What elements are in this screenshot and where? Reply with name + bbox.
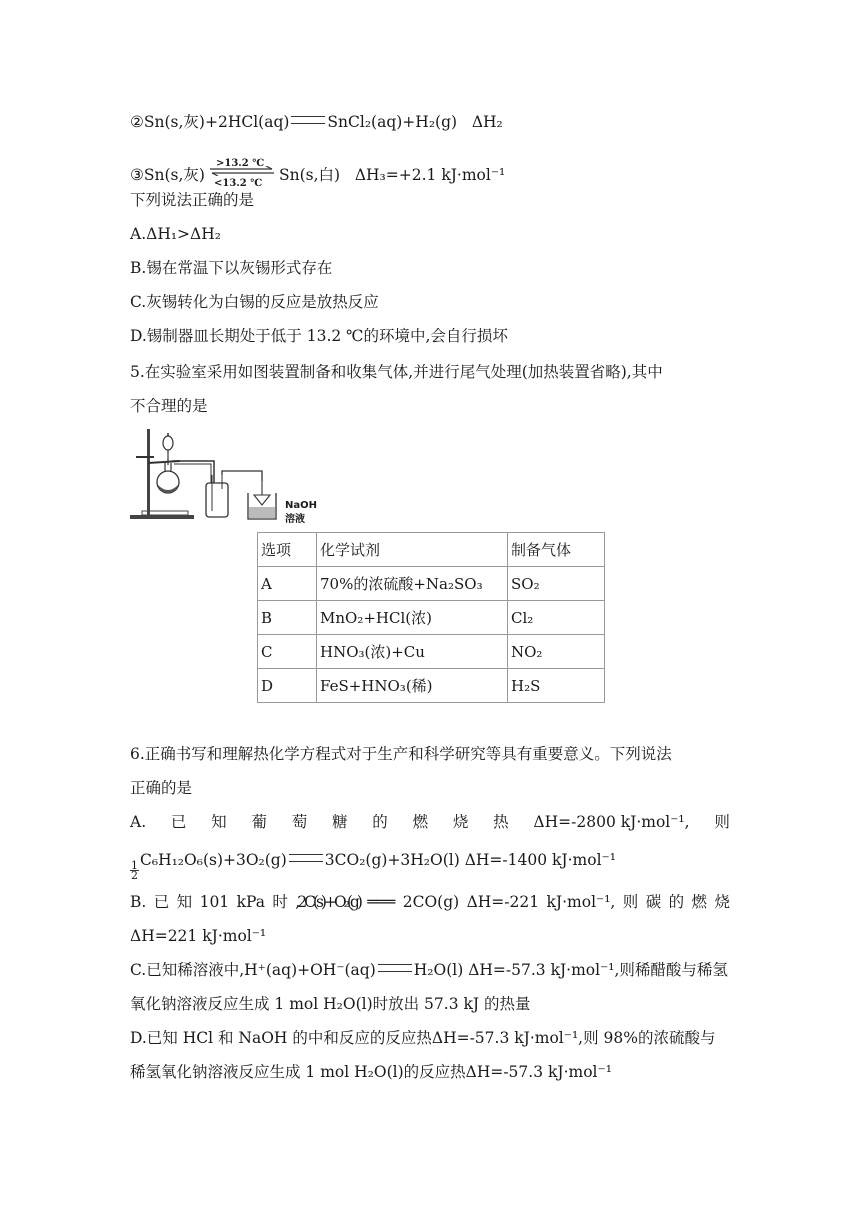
a-eq-right: 3CO₂(g)+3H₂O(l) ΔH=-1400 kJ·mol⁻¹	[324, 851, 616, 869]
q4-stem: 下列说法正确的是	[130, 191, 255, 209]
row-gas: SO₂	[508, 567, 605, 601]
header-gas: 制备气体	[508, 533, 605, 567]
row-reagent: FeS+HNO₃(稀)	[317, 669, 508, 703]
q6-option-a-line-1	[130, 812, 730, 832]
options-table	[257, 532, 605, 703]
row-gas: NO₂	[508, 635, 605, 669]
b-word: B.	[130, 893, 147, 911]
b-word: 知	[176, 893, 193, 911]
a-word: 已	[170, 813, 187, 831]
table-row	[258, 567, 605, 601]
b-word: 的	[668, 893, 685, 911]
b-word: ═══	[367, 893, 396, 911]
row-option: B	[258, 601, 317, 635]
b-word: ,2C(s)+O₂(g)	[295, 893, 360, 911]
equilibrium-arrow	[208, 158, 276, 188]
c-left: C.已知稀溶液中,H⁺(aq)+OH⁻(aq)	[130, 961, 376, 979]
row-gas: H₂S	[508, 669, 605, 703]
c-right: H₂O(l) ΔH=-57.3 kJ·mol⁻¹,则稀醋酸与稀氢	[413, 961, 728, 979]
b-word: 2CO(g)	[402, 893, 460, 911]
b-word: 则	[622, 893, 639, 911]
equals-sign	[289, 854, 323, 862]
a-word: 烧	[452, 813, 469, 831]
reaction-2-right: SnCl₂(aq)+H₂(g)	[327, 113, 458, 131]
q6-line-2: 正确的是	[130, 779, 193, 797]
reaction-2	[130, 112, 503, 132]
q6-option-d-line-1: D.已知 HCl 和 NaOH 的中和反应的反应热ΔH=-57.3 kJ·mol⁻¹,则 98%的浓硫酸与	[130, 1029, 716, 1047]
q6-option-c-line-1	[130, 960, 728, 980]
q6-option-b-line-1	[130, 892, 730, 912]
fraction	[130, 861, 139, 880]
b-word: 碳	[645, 893, 662, 911]
row-option: D	[258, 669, 317, 703]
row-reagent: HNO₃(浓)+Cu	[317, 635, 508, 669]
naoh-label-line-2: 溶液	[285, 514, 305, 525]
a-word: 热	[493, 813, 509, 831]
table-row	[258, 669, 605, 703]
a-word: 则	[714, 813, 730, 831]
q4-option-b: B.锡在常温下以灰锡形式存在	[130, 259, 333, 277]
equals-sign	[378, 964, 412, 972]
table-header-row	[258, 533, 605, 567]
row-gas: Cl₂	[508, 601, 605, 635]
condition-top: >13.2 ℃	[215, 158, 265, 169]
b-word: 燃	[691, 893, 708, 911]
table-row	[258, 635, 605, 669]
b-word: kPa	[236, 893, 265, 911]
q6-option-a-line-2	[130, 850, 616, 880]
a-eq-left: C₆H₁₂O₆(s)+3O₂(g)	[140, 851, 287, 869]
a-word: 知	[211, 813, 227, 831]
table-row	[258, 601, 605, 635]
b-word: kJ·mol⁻¹,	[546, 893, 616, 911]
q4-option-d: D.锡制器皿长期处于低于 13.2 ℃的环境中,会自行损坏	[130, 327, 508, 345]
reaction-3-dh: ΔH₃=+2.1 kJ·mol⁻¹	[354, 166, 506, 184]
a-word: 的	[372, 813, 388, 831]
equals-sign	[291, 116, 325, 124]
reaction-3-left: ③Sn(s,灰)	[130, 166, 205, 184]
row-option: A	[258, 567, 317, 601]
b-word: 烧	[714, 893, 730, 911]
q6-option-d-line-2: 稀氢氧化钠溶液反应生成 1 mol H₂O(l)的反应热ΔH=-57.3 kJ·mol⁻¹	[130, 1063, 612, 1081]
q5-line-1: 5.在实验室采用如图装置制备和收集气体,并进行尾气处理(加热装置省略),其中	[130, 363, 663, 381]
reaction-2-dh: ΔH₂	[471, 113, 503, 131]
q6-option-c-line-2: 氧化钠溶液反应生成 1 mol H₂O(l)时放出 57.3 kJ 的热量	[130, 995, 531, 1013]
b-word: ΔH=-221	[466, 893, 540, 911]
naoh-label-line-1: NaOH	[285, 500, 317, 511]
row-reagent: 70%的浓硫酸+Na₂SO₃	[317, 567, 508, 601]
b-word: 101	[199, 893, 230, 911]
q6-option-b-line-2: ΔH=221 kJ·mol⁻¹	[130, 927, 267, 945]
row-option: C	[258, 635, 317, 669]
reaction-3	[130, 158, 505, 188]
apparatus-figure	[128, 425, 288, 525]
q4-option-c: C.灰锡转化为白锡的反应是放热反应	[130, 293, 379, 311]
a-word: 葡	[251, 813, 267, 831]
header-option: 选项	[258, 533, 317, 567]
row-reagent: MnO₂+HCl(浓)	[317, 601, 508, 635]
q4-option-a: A.ΔH₁>ΔH₂	[130, 225, 221, 243]
fraction-denominator: 2	[131, 869, 138, 882]
fraction-numerator: 1	[131, 859, 138, 872]
header-reagent: 化学试剂	[317, 533, 508, 567]
b-word: 时	[272, 893, 288, 911]
naoh-label	[285, 499, 317, 527]
b-word: 已	[153, 893, 170, 911]
a-word: ΔH=-2800 kJ·mol⁻¹,	[533, 813, 690, 831]
q5-line-2: 不合理的是	[130, 397, 208, 415]
a-word: 糖	[332, 813, 348, 831]
a-word: 燃	[412, 813, 429, 831]
condition-bottom: <13.2 ℃	[213, 178, 263, 189]
q6-line-1: 6.正确书写和理解热化学方程式对于生产和科学研究等具有重要意义。下列说法	[130, 745, 672, 763]
reaction-3-right: Sn(s,白)	[278, 166, 341, 184]
a-word: 萄	[291, 813, 308, 831]
a-word: A.	[130, 813, 147, 831]
reaction-2-left: ②Sn(s,灰)+2HCl(aq)	[130, 113, 290, 131]
